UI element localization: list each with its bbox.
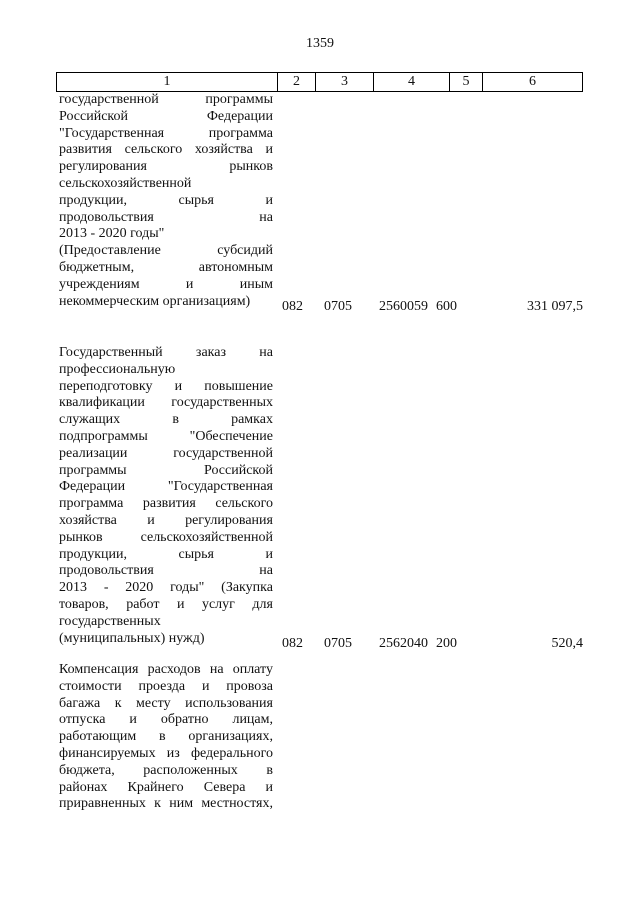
description-word: продовольствия (59, 209, 154, 225)
description-line (59, 379, 273, 396)
description-word: бюджетным, (59, 259, 135, 275)
cell-ministry-code: 082 (282, 299, 303, 314)
description-word: 2020 (125, 580, 154, 596)
description-word: программа (208, 125, 273, 141)
table-header-row (56, 72, 583, 92)
description-word: сырья (178, 192, 214, 208)
description-word: ним (169, 796, 194, 812)
description-word: и (265, 546, 273, 562)
description-line (59, 92, 273, 109)
description-word: и (174, 378, 183, 394)
header-col-6: 6 (482, 73, 582, 91)
description-word: и (265, 142, 273, 158)
description-line (59, 412, 273, 429)
description-word: проезда (138, 678, 186, 694)
description-word: хозяйства (59, 512, 117, 528)
description-word: месту (136, 695, 171, 711)
description-line (59, 159, 273, 176)
description-word: сырья (178, 546, 214, 562)
row-description (59, 345, 273, 647)
description-word: регулирования (59, 159, 147, 175)
description-line (59, 260, 273, 277)
description-word: использования (185, 695, 273, 711)
description-word: Российской (59, 108, 128, 124)
description-word: "Обеспечение (189, 428, 273, 444)
description-word: работ (126, 596, 160, 612)
description-word: лицам, (232, 712, 273, 728)
description-word: местностях, (201, 796, 273, 812)
description-word: (Закупка (221, 580, 273, 596)
description-word: переподготовку (59, 378, 153, 394)
description-word: на (209, 662, 224, 677)
description-word: Государственный (59, 345, 163, 360)
description-word: на (259, 563, 273, 579)
description-word: и (185, 276, 194, 292)
description-line (59, 679, 273, 696)
description-word: реализации (59, 445, 128, 461)
cell-expense-type: 200 (436, 636, 457, 651)
description-word: товаров, (59, 596, 109, 612)
description-word: сельского (124, 142, 183, 158)
cell-ministry-code: 082 (282, 636, 303, 651)
description-word: обратно (160, 712, 209, 728)
description-word: сельского (215, 496, 273, 512)
description-word: Федерации (206, 108, 273, 124)
description-word: развития (142, 496, 196, 512)
page-number: 1359 (306, 36, 334, 51)
description-line (59, 243, 273, 260)
cell-target-code: 2560059 (379, 299, 428, 314)
description-word: субсидий (217, 243, 273, 259)
cell-amount: 520,4 (551, 636, 583, 651)
description-word: - (103, 580, 109, 596)
description-word: служащих (59, 412, 121, 428)
description-word: отпуска (59, 712, 106, 728)
description-word: Компенсация (59, 662, 139, 677)
description-word: программа (59, 496, 124, 512)
description-word: услуг (201, 596, 235, 612)
description-line (59, 712, 273, 729)
description-word: сельскохозяйственной (140, 529, 273, 545)
description-word: и (176, 596, 185, 612)
header-col-4: 4 (373, 73, 449, 91)
description-word: из (166, 745, 180, 761)
table-row (56, 345, 583, 655)
description-word: федерального (190, 745, 273, 761)
cell-section-code: 0705 (324, 299, 352, 314)
description-line (59, 479, 273, 496)
description-word: и (265, 779, 273, 795)
description-line: государственных (59, 613, 161, 629)
description-line (59, 429, 273, 446)
description-word: и (129, 712, 137, 728)
description-line (59, 597, 273, 614)
description-word: в (172, 412, 179, 428)
description-word: для (252, 596, 273, 612)
description-line: (муниципальных) нужд) (59, 630, 205, 646)
description-word: багажа (59, 695, 101, 711)
description-line (59, 780, 273, 797)
description-line (59, 746, 273, 763)
description-line (59, 796, 273, 813)
description-word: стоимости (59, 678, 122, 694)
table-row (56, 662, 583, 822)
description-line (59, 142, 273, 159)
description-word: Крайнего (127, 779, 184, 795)
header-col-2: 2 (277, 73, 315, 91)
description-line (59, 563, 273, 580)
header-col-1: 1 (163, 74, 171, 89)
cell-section-code: 0705 (324, 636, 352, 651)
description-word: работающим (59, 729, 137, 745)
description-line (59, 662, 273, 679)
description-word: Севера (203, 779, 246, 795)
description-word: иным (239, 276, 273, 292)
description-line: 2013 - 2020 годы" (59, 226, 165, 242)
description-word: "Государственная (59, 125, 165, 141)
description-word: Российской (204, 462, 273, 478)
description-word: государственной (173, 445, 273, 461)
description-line (59, 463, 273, 480)
description-word: развития (59, 142, 112, 158)
description-line (59, 109, 273, 126)
description-word: рынков (59, 529, 103, 545)
description-word: продовольствия (59, 563, 154, 579)
description-word: учреждениям (59, 276, 140, 292)
description-word: расходов (147, 662, 201, 677)
description-word: (Предоставление (59, 243, 161, 259)
row-description (59, 92, 273, 310)
description-word: бюджета, (59, 762, 115, 778)
description-word: к (154, 796, 161, 812)
description-word: и (265, 192, 273, 208)
row-description (59, 662, 273, 813)
description-word: рамках (231, 412, 273, 428)
description-word: к (114, 695, 122, 711)
description-line (59, 496, 273, 513)
description-line (59, 126, 273, 143)
description-word: государственных (171, 395, 273, 411)
description-word: Федерации (59, 479, 126, 495)
description-word: автономным (198, 259, 273, 275)
description-word: программы (59, 462, 127, 478)
cell-target-code: 2562040 (379, 636, 428, 651)
description-line (59, 530, 273, 547)
description-word: продукции, (59, 192, 127, 208)
description-word: квалификации (59, 395, 145, 411)
description-word: в (266, 762, 273, 778)
description-word: финансируемых (59, 745, 156, 761)
description-word: на (259, 209, 273, 225)
description-word: рынков (229, 159, 273, 175)
table-row (56, 92, 583, 322)
description-word: заказ (195, 345, 226, 360)
description-word: хозяйства (194, 142, 253, 158)
description-word: государственной (59, 92, 159, 107)
description-word: 2013 (59, 580, 87, 596)
description-line (59, 446, 273, 463)
description-line (59, 513, 273, 530)
description-line (59, 729, 273, 746)
description-line: некоммерческим организациям) (59, 293, 251, 309)
description-word: на (259, 345, 273, 360)
description-word: провоза (226, 678, 273, 694)
description-word: в (159, 729, 166, 745)
description-word: районах (59, 779, 108, 795)
description-line: профессиональную (59, 361, 176, 377)
description-line (59, 696, 273, 713)
description-word: регулирования (185, 512, 273, 528)
description-word: подпрограммы (59, 428, 148, 444)
description-line (59, 210, 273, 227)
description-word: организациях, (188, 729, 273, 745)
description-line (59, 193, 273, 210)
description-word: и (201, 678, 210, 694)
description-line (59, 345, 273, 362)
description-word: программы (205, 92, 273, 107)
description-word: годы" (170, 580, 205, 596)
description-word: повышение (204, 378, 273, 394)
description-line (59, 763, 273, 780)
description-word: "Государственная (167, 479, 273, 495)
cell-amount: 331 097,5 (527, 299, 583, 314)
description-word: расположенных (143, 762, 238, 778)
description-word: оплату (232, 662, 273, 677)
description-word: продукции, (59, 546, 127, 562)
description-line (59, 395, 273, 412)
description-line (59, 547, 273, 564)
header-col-5: 5 (449, 73, 482, 91)
header-col-3: 3 (315, 73, 373, 91)
description-line: сельскохозяйственной (59, 175, 192, 191)
description-word: и (147, 512, 155, 528)
description-word: приравненных (59, 796, 146, 812)
description-line (59, 277, 273, 294)
cell-expense-type: 600 (436, 299, 457, 314)
description-line (59, 580, 273, 597)
